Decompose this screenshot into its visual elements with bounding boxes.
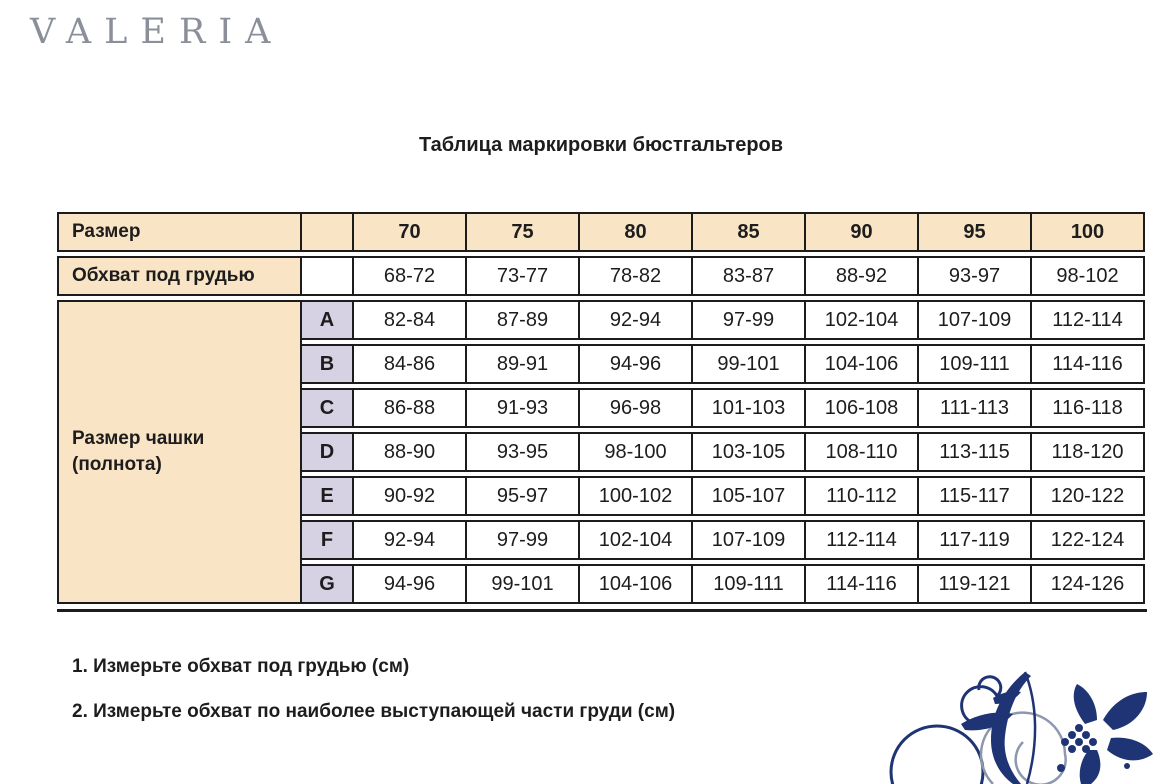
cup-range-cell: 107-109 [693, 520, 806, 560]
size-row-label: Размер [57, 212, 302, 252]
cup-range-cell: 108-110 [806, 432, 919, 472]
size-header-cell: 95 [919, 212, 1032, 252]
cup-range-cell: 101-103 [693, 388, 806, 428]
underbust-row-spacer [302, 256, 354, 296]
size-header-cell: 80 [580, 212, 693, 252]
underbust-value-cell: 68-72 [354, 256, 467, 296]
cup-range-cell: 102-104 [580, 520, 693, 560]
size-header-cell: 85 [693, 212, 806, 252]
cup-range-cell: 114-116 [806, 564, 919, 604]
cup-range-cell: 92-94 [354, 520, 467, 560]
cup-range-cell: 94-96 [354, 564, 467, 604]
cup-range-cell: 120-122 [1032, 476, 1145, 516]
swirl-icon [891, 672, 1066, 784]
cup-range-cell: 88-90 [354, 432, 467, 472]
cup-range-cell: 102-104 [806, 300, 919, 340]
size-header-cell: 75 [467, 212, 580, 252]
cup-range-cell: 103-105 [693, 432, 806, 472]
underbust-value-cell: 98-102 [1032, 256, 1145, 296]
underbust-value-cell: 88-92 [806, 256, 919, 296]
underbust-value-cell: 78-82 [580, 256, 693, 296]
cup-range-cell: 115-117 [919, 476, 1032, 516]
cup-range-cell: 106-108 [806, 388, 919, 428]
underbust-value-cell: 83-87 [693, 256, 806, 296]
underbust-value-cell: 93-97 [919, 256, 1032, 296]
cup-range-cell: 124-126 [1032, 564, 1145, 604]
cup-range-cell: 112-114 [1032, 300, 1145, 340]
cup-range-cell: 111-113 [919, 388, 1032, 428]
cup-range-cell: 92-94 [580, 300, 693, 340]
cup-range-cell: 97-99 [693, 300, 806, 340]
size-row-spacer [302, 212, 354, 252]
cup-range-cell: 122-124 [1032, 520, 1145, 560]
cup-range-cell: 91-93 [467, 388, 580, 428]
underbust-row-label: Обхват под грудью [57, 256, 302, 296]
cup-range-cell: 82-84 [354, 300, 467, 340]
cup-range-cell: 114-116 [1032, 344, 1145, 384]
cup-size-label-line2: (полнота) [72, 454, 162, 475]
floral-ornament-icon [875, 662, 1173, 784]
brand-logo: VALERIA [30, 12, 284, 52]
cup-range-cell: 100-102 [580, 476, 693, 516]
cup-range-cell: 112-114 [806, 520, 919, 560]
cup-range-cell: 99-101 [693, 344, 806, 384]
cup-letter-cell: A [302, 300, 354, 340]
cup-letter-cell: D [302, 432, 354, 472]
cup-letter-cell: F [302, 520, 354, 560]
cup-range-cell: 93-95 [467, 432, 580, 472]
page-title: Таблица маркировки бюстгальтеров [418, 134, 784, 156]
cup-range-cell: 87-89 [467, 300, 580, 340]
cup-range-cell: 116-118 [1032, 388, 1145, 428]
cup-range-cell: 94-96 [580, 344, 693, 384]
cup-letter-cell: C [302, 388, 354, 428]
cup-letter-cell: E [302, 476, 354, 516]
cup-range-cell: 105-107 [693, 476, 806, 516]
cup-range-cell: 86-88 [354, 388, 467, 428]
cup-range-cell: 110-112 [806, 476, 919, 516]
cup-range-cell: 104-106 [806, 344, 919, 384]
flower-icon [1057, 684, 1153, 784]
size-header-cell: 70 [354, 212, 467, 252]
instruction-step-2: 2. Измерьте обхват по наиболее выступающей части груди (см) [72, 701, 676, 722]
cup-range-cell: 95-97 [467, 476, 580, 516]
underbust-value-cell: 73-77 [467, 256, 580, 296]
cup-range-cell: 109-111 [919, 344, 1032, 384]
measurement-instructions [72, 656, 675, 746]
cup-range-cell: 117-119 [919, 520, 1032, 560]
bra-size-table [57, 212, 1145, 604]
cup-range-cell: 98-100 [580, 432, 693, 472]
instruction-step-1: 1. Измерьте обхват под грудью (см) [72, 656, 410, 677]
cup-range-cell: 109-111 [693, 564, 806, 604]
cup-range-cell: 99-101 [467, 564, 580, 604]
cup-range-cell: 104-106 [580, 564, 693, 604]
cup-range-cell: 107-109 [919, 300, 1032, 340]
cup-range-cell: 97-99 [467, 520, 580, 560]
cup-range-cell: 96-98 [580, 388, 693, 428]
cup-range-cell: 90-92 [354, 476, 467, 516]
cup-size-label-line1: Размер чашки [72, 428, 205, 450]
cup-letter-cell: G [302, 564, 354, 604]
cup-range-cell: 119-121 [919, 564, 1032, 604]
cup-range-cell: 89-91 [467, 344, 580, 384]
cup-range-cell: 118-120 [1032, 432, 1145, 472]
size-header-cell: 90 [806, 212, 919, 252]
cup-range-cell: 84-86 [354, 344, 467, 384]
cup-range-cell: 113-115 [919, 432, 1032, 472]
size-header-cell: 100 [1032, 212, 1145, 252]
cup-letter-cell: B [302, 344, 354, 384]
cup-size-label [57, 300, 302, 604]
table-bottom-rule [57, 609, 1147, 612]
